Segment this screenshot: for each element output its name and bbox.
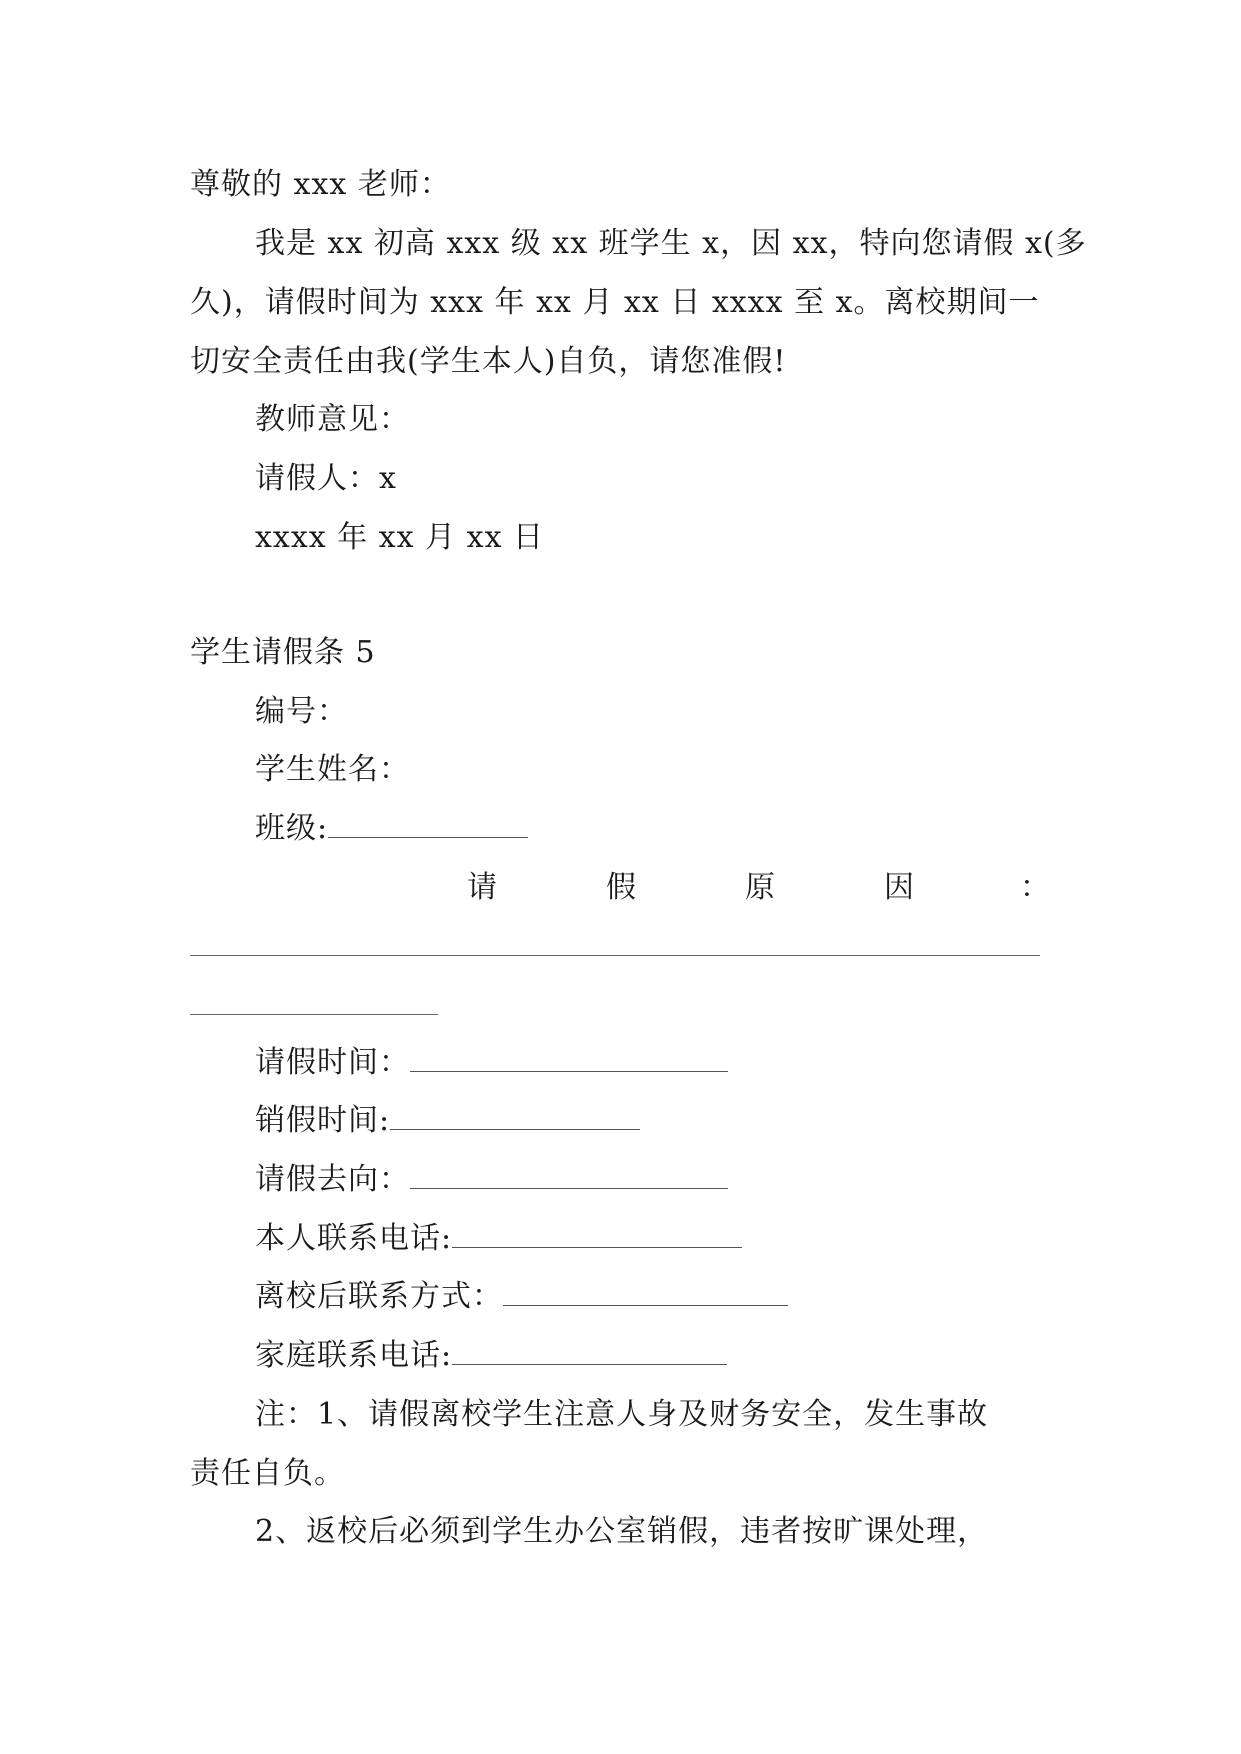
form-title: 学生请假条 5 — [190, 635, 376, 670]
destination-field — [255, 1160, 728, 1200]
reason-char-5: ： — [1020, 870, 1050, 905]
reason-char-4: 因 — [884, 870, 914, 905]
destination-label: 请假去向： — [255, 1162, 410, 1197]
reason-blank-line-1 — [190, 955, 1040, 956]
class-field — [255, 809, 528, 849]
family-phone-label: 家庭联系电话: — [255, 1338, 453, 1373]
cancel-time-label: 销假时间: — [255, 1103, 391, 1138]
student-name-label: 学生姓名： — [255, 752, 410, 787]
family-phone-blank-line — [452, 1342, 727, 1365]
destination-blank-line — [410, 1166, 728, 1189]
phone-label: 本人联系电话: — [255, 1221, 453, 1256]
reason-heading — [0, 868, 1241, 908]
leave-time-blank-line — [410, 1049, 728, 1072]
applicant-label: 请假人：x — [255, 461, 397, 496]
reason-char-1: 请 — [467, 870, 497, 905]
reason-blank-line-2 — [190, 1014, 438, 1015]
note-1-line-1: 注：1、请假离校学生注意人身及财务安全，发生事故 — [255, 1397, 989, 1432]
letter-date: xxxx 年 xx 月 xx 日 — [255, 520, 545, 555]
reason-char-3: 原 — [745, 870, 775, 905]
note-1-line-2: 责任自负。 — [190, 1456, 345, 1491]
cancel-time-blank-line — [390, 1107, 640, 1130]
contact-after-blank-line — [503, 1283, 788, 1306]
phone-blank-line — [452, 1225, 742, 1248]
teacher-opinion-label: 教师意见： — [255, 402, 410, 437]
leave-time-label: 请假时间： — [255, 1045, 410, 1080]
number-label: 编号： — [255, 694, 348, 729]
contact-after-field — [255, 1277, 788, 1317]
family-phone-field — [255, 1336, 727, 1376]
note-2-line-1: 2、返校后必须到学生办公室销假，违者按旷课处理， — [255, 1514, 989, 1549]
letter-body-line-3: 切安全责任由我(学生本人)自负，请您准假! — [190, 344, 787, 379]
contact-after-label: 离校后联系方式： — [255, 1279, 503, 1314]
leave-time-field — [255, 1043, 728, 1083]
cancel-time-field — [255, 1101, 640, 1141]
reason-char-2: 假 — [606, 870, 636, 905]
salutation: 尊敬的 xxx 老师： — [190, 167, 451, 202]
class-blank-line — [328, 815, 528, 838]
letter-body-line-1: 我是 xx 初高 xxx 级 xx 班学生 x，因 xx，特向您请假 x(多 — [255, 226, 1087, 261]
class-label: 班级: — [255, 811, 329, 846]
phone-field — [255, 1219, 742, 1259]
letter-body-line-2: 久)，请假时间为 xxx 年 xx 月 xx 日 xxxx 至 x。离校期间一 — [190, 285, 1040, 320]
